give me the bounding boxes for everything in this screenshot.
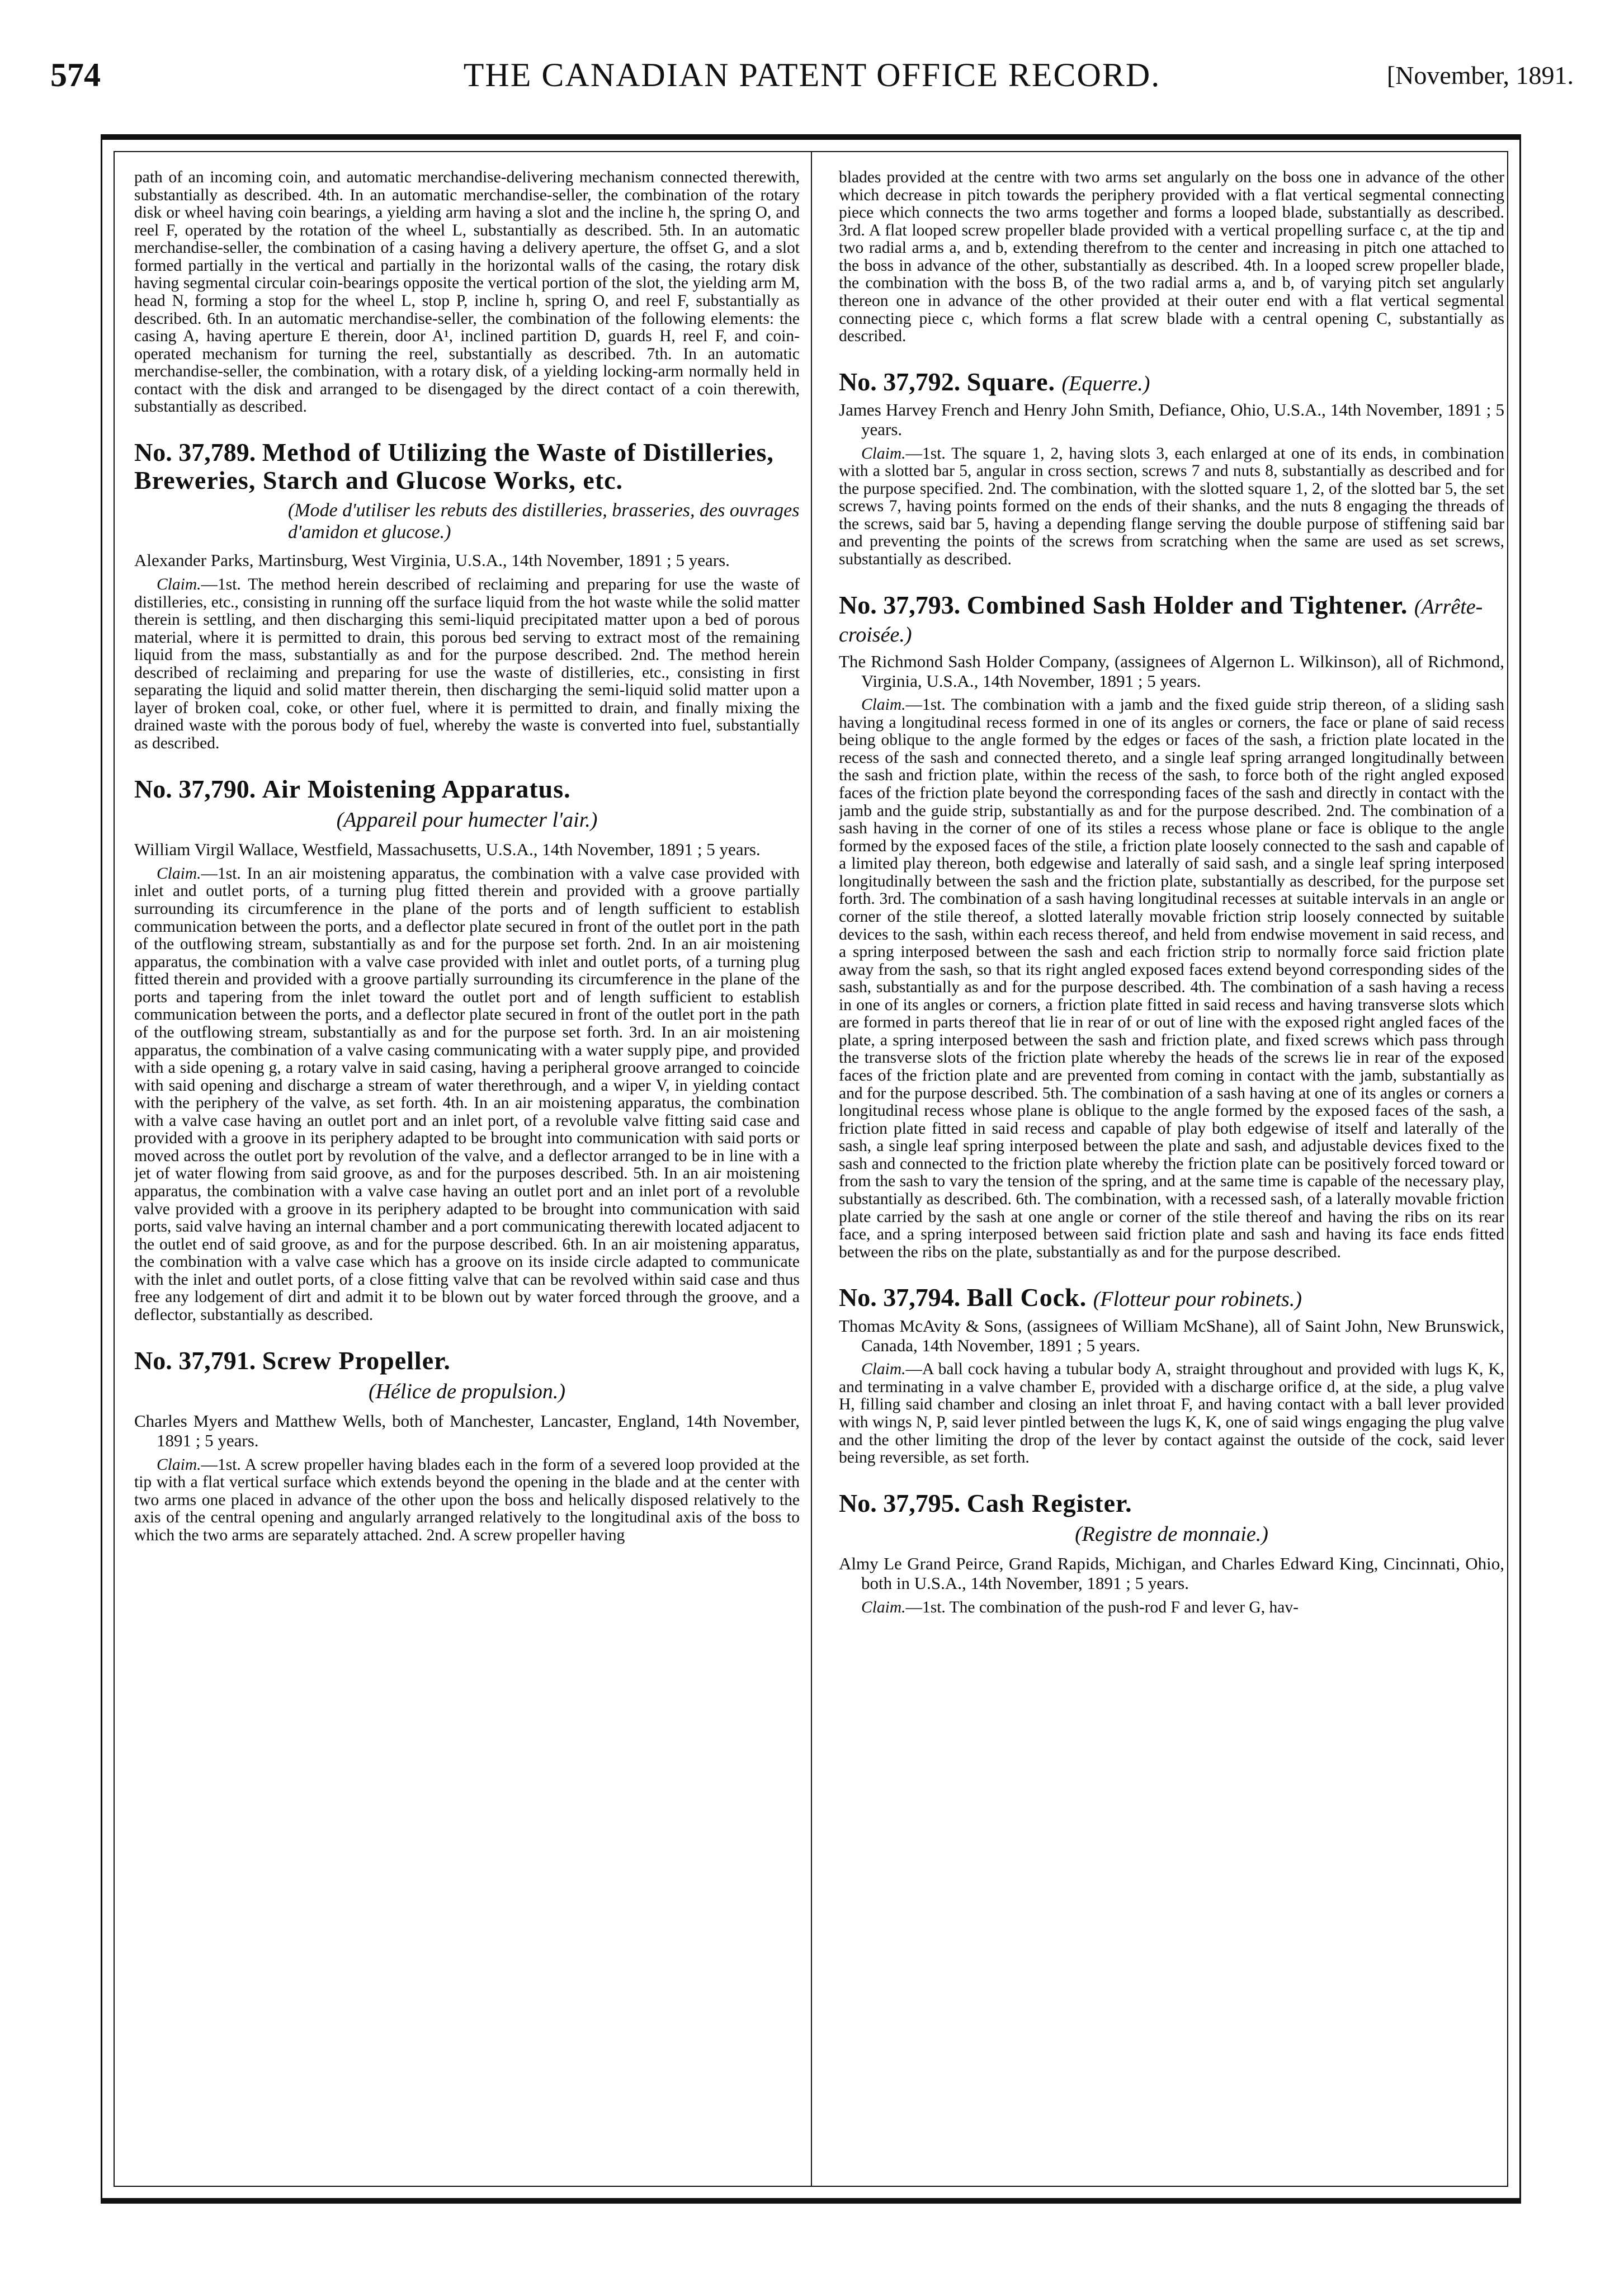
patent-title: Method of Utilizing the Waste of Distilleries, Breweries, Starch and Glucose Works, etc. xyxy=(134,437,774,495)
patent-entry-37791 xyxy=(134,1347,800,1545)
patentee-line: James Harvey French and Henry John Smith, Defiance, Ohio, U.S.A., 14th November, 1891 ; 5 years. xyxy=(839,400,1504,439)
claim-label: Claim. xyxy=(861,696,906,714)
patent-number: No. 37,791. xyxy=(134,1346,256,1375)
patent-entry-37794 xyxy=(839,1284,1504,1466)
entry-heading xyxy=(134,438,800,495)
patent-title: Ball Cock. xyxy=(966,1283,1087,1312)
patent-title: Screw Propeller. xyxy=(262,1346,451,1375)
patent-title: Air Moistening Apparatus. xyxy=(262,774,571,803)
issue-date: [November, 1891. xyxy=(1386,61,1574,89)
running-head xyxy=(50,56,1574,106)
frame-inner xyxy=(114,151,1508,2187)
patentee-line: William Virgil Wallace, Westfield, Massachusetts, U.S.A., 14th November, 1891 ; 5 years. xyxy=(134,840,761,860)
column-rule xyxy=(811,152,812,2186)
entry-heading xyxy=(134,1347,800,1375)
claim-label: Claim. xyxy=(157,575,201,593)
patent-number: No. 37,795. xyxy=(839,1488,961,1517)
patent-number: No. 37,789. xyxy=(134,437,256,466)
claim-label: Claim. xyxy=(861,1598,906,1616)
patent-number: No. 37,793. xyxy=(839,590,961,619)
claim-label: Claim. xyxy=(157,1455,201,1474)
patent-number: No. 37,794. xyxy=(839,1283,961,1312)
left-column xyxy=(134,169,800,2169)
patent-title: Cash Register. xyxy=(966,1488,1132,1517)
patent-number: No. 37,790. xyxy=(134,774,256,803)
entry-heading xyxy=(839,368,1504,397)
french-title: (Arrête-croisée.) xyxy=(839,595,1483,647)
claim-body: —1st. In an air moistening apparatus, the combination with a valve case provided with inlet and outlet ports, of a turning plug fitted therein and provided with a groove partially surrounding its circumference in the plane of the ports and of length sufficient to establish communication between the ports, and a deflector plate secured in front of the outlet port in the path of the outflowing stream, substantially as and for the purpose set forth. 2nd. In an air moistening apparatus, the combination with a valve case provided with inlet and outlet ports, of a turning plug fitted therein and provided with a groove partially surrounding its circumference in the plane of the ports and tapering from the inlet toward the outlet port and of length sufficient to establish communication between the ports, and a deflector plate secured in front of the outlet port in the path of the outflowing stream, substantially as and for the purpose set forth. 3rd. In an air moistening apparatus, the combination of a valve casing communicating with a water supply pipe, and provided with a side opening g, a rotary valve in said casing, having a peripheral groove arranged to coincide with said opening and discharge a stream of water therethrough, and a wiper V, in yielding contact with the periphery of the valve, as set forth. 4th. In an air moistening apparatus, the combination with a valve case having an outlet port and an inlet port, of a revoluble valve fitting said case and provided with a groove in its periphery adapted to be brought into communication with said ports or moved across the outlet port by revolution of the valve, and a deflector arranged to be in line with a jet of water flowing from said groove, as and for the purposes described. 5th. In an air moistening apparatus, the combination with a valve case having an outlet port and an inlet port of a revoluble valve provided with a groove in its periphery adapted to be brought into communication with said ports, said valve having an internal chamber and a port communicating therewith located adjacent to the outlet end of said groove, as and for the purpose described. 6th. In an air moistening apparatus, the combination with a valve case which has a groove on its inside circle adapted to communicate with the inlet and outlet ports, of a close fitting valve that can be revolved within said case and thus free any lodgement of dirt and admit it to be blown out by water forced through the groove, and a deflector, substantially as described. xyxy=(134,864,800,1324)
claim-text xyxy=(839,1599,1504,1617)
entry-heading xyxy=(134,775,800,804)
continuation-text: blades provided at the centre with two arms set angularly on the boss one in advance of the other which decrease in pitch towards the periphery provided with a flat vertical segmental connecting piece which connects the two arms together and forms a looped blade, substantially as described. 3rd. A flat looped screw propeller blade provided with a vertical propelling surface c, at the tip and two radial arms a, and b, extending therefrom to the center and increasing in pitch one attached to the boss in advance of the other, substantially as described. 4th. In a looped screw propeller blade, the combination with the boss B, of the two radial arms a, and b, of varying pitch set angularly thereon one in advance of the other provided at their outer end with a flat vertical segmental connecting piece c, which forms a flat screw blade with a central opening C, substantially as described. xyxy=(839,169,1504,346)
journal-title: THE CANADIAN PATENT OFFICE RECORD. xyxy=(463,56,1161,93)
right-column xyxy=(839,169,1504,2169)
patentee-line: Charles Myers and Matthew Wells, both of Manchester, Lancaster, England, 14th November, 1891 ; 5 years. xyxy=(134,1411,800,1450)
claim-text xyxy=(134,576,800,753)
french-title: (Appareil pour humecter l'air.) xyxy=(336,808,598,832)
claim-label: Claim. xyxy=(861,444,906,463)
claim-label: Claim. xyxy=(861,1360,906,1379)
patent-title: Combined Sash Holder and Tightener. xyxy=(966,590,1408,619)
french-title: (Hélice de propulsion.) xyxy=(368,1380,566,1404)
claim-text xyxy=(839,445,1504,569)
french-title: (Mode d'utiliser les rebuts des distilleries, brasseries, des ouvrages d'amidon et glucose.) xyxy=(288,500,800,543)
patent-entry-37793 xyxy=(839,591,1504,1262)
claim-body: —A ball cock having a tubular body A, straight throughout and provided with lugs K, K, and terminating in a valve chamber E, provided with a discharge orifice d, at the side, a plug valve H, filling said chamber and closing an inlet throat F, and having contact with a ball lever provided with wings N, P, said lever pintled between the lugs K, K, one of said wings engaging the plug valve and the other limiting the drop of the lever by contact against the outside of the cock, said lever being reversible, as set forth. xyxy=(839,1360,1504,1467)
patentee-line: Almy Le Grand Peirce, Grand Rapids, Michigan, and Charles Edward King, Cincinnati, Ohio, both in U.S.A., 14th November, 1891 ; 5 years. xyxy=(839,1554,1504,1593)
claim-text xyxy=(839,1361,1504,1466)
claim-body: —1st. The square 1, 2, having slots 3, each enlarged at one of its ends, in combination with a slotted bar 5, angular in cross section, screws 7 and nuts 8, substantially as described and for the purpose specified. 2nd. The combination, with the slotted square 1, 2, of the slotted bar 5, the set screws 7, having points formed on the ends of their shanks, and the nuts 8 engaging the threads of the screws, said bar 5, having a depending flange serving the double purpose of stiffening said bar and preventing the points of the screws from scratching when the same are used as set screws, substantially as described. xyxy=(839,444,1504,569)
claim-body: —1st. The combination with a jamb and the fixed guide strip thereon, of a sliding sash having a longitudinal recess formed in one of its angles or corners, the face or plane of said recess being oblique to the angle formed by the edges or faces of the sash, a friction plate located in the recess of the sash and connected thereto, and a single leaf spring arranged longitudinally between the sash and friction plate, within the recess of the sash, to force both of the right angled exposed faces of the friction plate beyond the corresponding faces of the sash and directly in contact with the jamb and the guide strip, substantially as and for the purpose described. 2nd. The combination of a sash having in the corner of one of its stiles a recess whose plane or face is oblique to the angle formed by the exposed faces of the stile, a friction plate loosely connected to the sash and capable of a limited play thereon, both edgewise and laterally of said sash, and a single leaf spring interposed longitudinally between the sash and the friction plate, substantially as described, for the purpose set forth. 3rd. The combination of a sash having longitudinal recesses at suitable intervals in an angle or corner of the stile thereof, a slotted laterally movable friction strip loosely connected by suitable devices to the sash, within each recess thereof, and held from endwise movement in said recess, and a spring interposed between the sash and each friction strip to normally force said friction plate away from the sash, so that its right angled exposed faces extend beyond corresponding sides of the sash, substantially as and for the purpose described. 4th. The combination of a sash having a recess in one of its angles or corners, a friction plate fitted in said recess and having transverse slots which are formed in parts thereof that lie in rear of or out of line with the exposed right angled faces of the plate, a spring interposed between the sash and friction plate, and fixed screws which pass through the transverse slots of the friction plate whereby the heads of the screws lie in rear of the exposed faces of the friction plate and are prevented from coming in contact with the jamb, substantially as and for the purpose described. 5th. The combination of a sash having at one of its angles or corners a longitudinal recess whose plane is oblique to the angle formed by the exposed faces of the sash, a friction plate fitted in said recess and capable of play both edgewise of itself and laterally of the sash, a single leaf spring interposed between the plate and sash, and adjustable devices fixed to the sash and connected to the friction plate whereby the friction plate can be positively forced toward or from the sash to vary the tension of the spring, and at the same time is capable of the necessary play, substantially as described. 6th. The combination, with a recessed sash, of a laterally movable friction plate carried by the sash at one angle or corner of the stile thereof and having the ribs on its rear face, and a spring interposed between said friction plate and sash and having its face ends fitted between the ribs on the plate, substantially as and for the purpose described. xyxy=(839,696,1504,1261)
entry-heading xyxy=(839,1489,1504,1518)
patentee-line: Thomas McAvity & Sons, (assignees of William McShane), all of Saint John, New Brunswick, Canada, 14th November, 1891 ; 5 years. xyxy=(839,1315,1504,1355)
claim-label: Claim. xyxy=(157,864,201,883)
patent-entry-37790 xyxy=(134,775,800,1324)
claim-text xyxy=(839,696,1504,1261)
patent-entry-37789 xyxy=(134,438,800,753)
patentee-line: The Richmond Sash Holder Company, (assignees of Algernon L. Wilkinson), all of Richmond, Virginia, U.S.A., 14th November, 1891 ; 5 years. xyxy=(839,651,1504,691)
patent-number: No. 37,792. xyxy=(839,367,961,396)
page-frame xyxy=(101,134,1521,2204)
claim-body: —1st. The method herein described of reclaiming and preparing for use the waste of distilleries, etc., consisting in running off the surface liquid from the hot waste while the solid matter therein is settling, and then discharging this semi-liquid precipitated matter upon a bed of porous material, where it is permitted to drain, this porous bed serving to extract most of the remaining liquid from the mass, substantially as and for the purpose described. 2nd. The method herein described of reclaiming and preparing for use the waste of distilleries, etc., consisting in first separating the liquid and solid matter therein, then discharging the semi-liquid solid matter upon a layer of broken coal, coke, or other fuel, where it is permitted to drain, and finally mixing the drained waste with the porous body of fuel, whereby the waste is converted into fuel, substantially as described. xyxy=(134,575,800,753)
page-number: 574 xyxy=(50,56,101,93)
claim-body: —1st. The combination of the push-rod F and lever G, hav- xyxy=(905,1598,1299,1616)
french-title: (Registre de monnaie.) xyxy=(1075,1522,1268,1546)
entry-heading xyxy=(839,591,1504,648)
claim-text xyxy=(134,1456,800,1545)
french-title: (Equerre.) xyxy=(1061,371,1150,395)
claim-body: —1st. A screw propeller having blades each in the form of a severed loop provided at the tip with a flat vertical surface which extends beyond the opening in the blade and at the center with two arms one placed in advance of the other upon the boss and helically disposed relatively to the axis of the central opening and angularly arranged relatively to the longitudinal axis of the boss to which the two arms are separately attached. 2nd. A screw propeller having xyxy=(134,1455,800,1544)
patent-title: Square. xyxy=(966,367,1055,396)
patentee-line: Alexander Parks, Martinsburg, West Virginia, U.S.A., 14th November, 1891 ; 5 years. xyxy=(134,550,730,570)
french-title: (Flotteur pour robinets.) xyxy=(1093,1288,1302,1312)
claim-text xyxy=(134,865,800,1324)
patent-entry-37792 xyxy=(839,368,1504,569)
continuation-text: path of an incoming coin, and automatic merchandise-delivering mechanism connected therewith, substantially as described. 4th. In an automatic merchandise-seller, the combination of the rotary disk or wheel having coin bearings, a yielding arm having a slot and the incline h, the spring O, and reel F, operated by the rotation of the wheel L, substantially as described. 5th. In an automatic merchandise-seller, the combination of a casing having a delivery aperture, the offset G, and a slot formed partially in the vertical and partially in the horizontal walls of the casing, the rotary disk having segmental circular coin-bearings opposite the vertical portion of the slot, the yielding arm M, head N, forming a stop for the wheel L, stop P, incline h, spring O, and reel F, substantially as described. 6th. In an automatic merchandise-seller, the combination of the following elements: the casing A, having aperture E therein, door A¹, inclined partition D, guards H, reel F, and coin-operated mechanism for turning the reel, substantially as described. 7th. In an automatic merchandise-seller, the combination, with a rotary disk, of a yielding locking-arm normally held in contact with the disk and arranged to be disengaged by the direct contact of a coin therewith, substantially as described. xyxy=(134,169,800,416)
patent-entry-37795 xyxy=(839,1489,1504,1617)
entry-heading xyxy=(839,1284,1504,1312)
